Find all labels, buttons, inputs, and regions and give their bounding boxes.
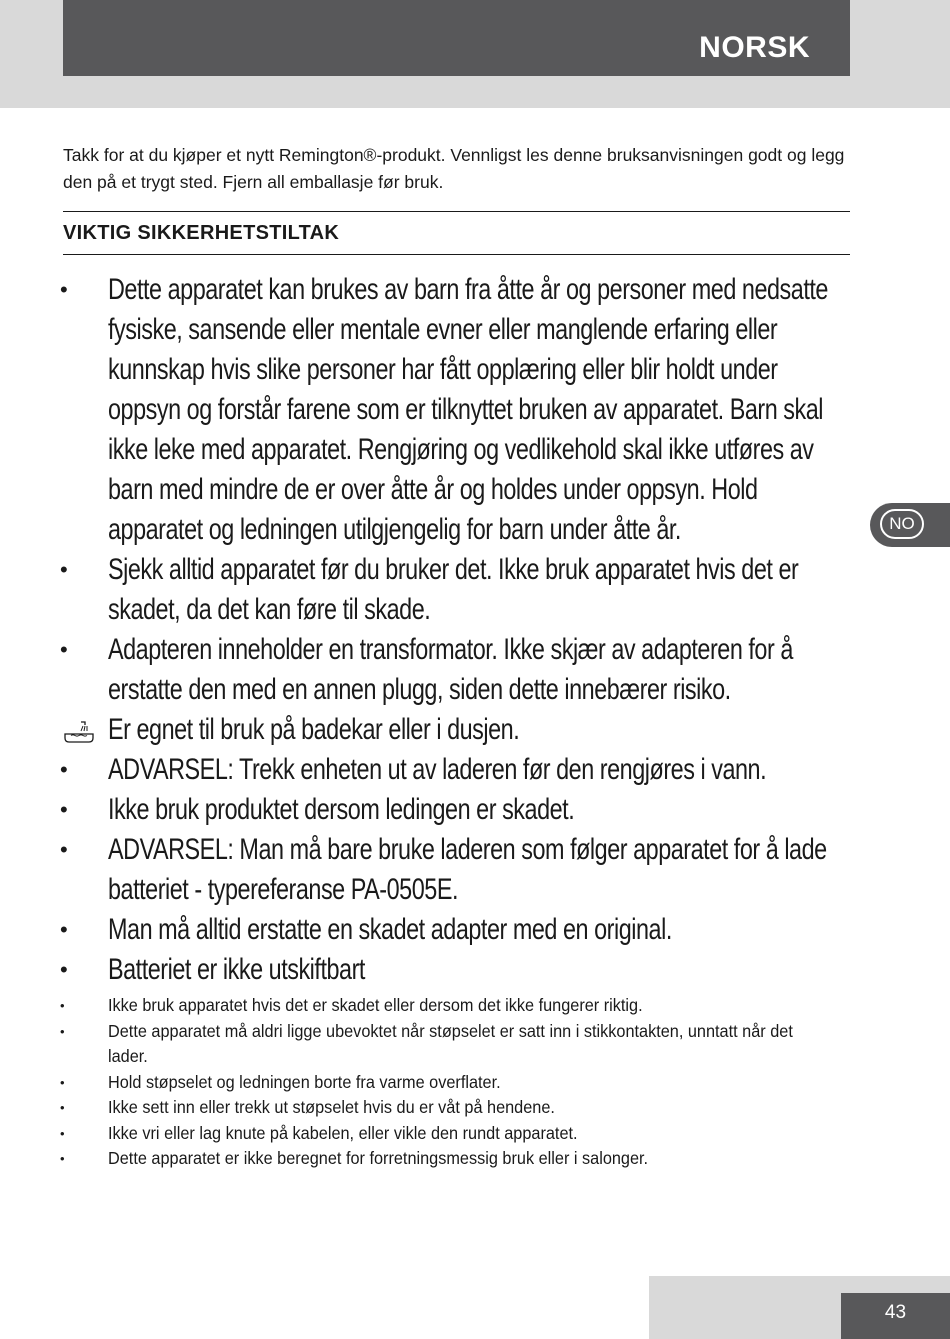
safety-list-large: [0, 270, 950, 990]
bullet: •: [60, 837, 68, 862]
list-item-text: Batteriet er ikke utskiftbart: [108, 953, 365, 986]
bullet: •: [60, 1151, 65, 1166]
list-item: [0, 993, 828, 1019]
bath-shower-icon: [63, 720, 95, 744]
list-item-text: Dette apparatet er ikke beregnet for forretningsmessig bruk eller i salonger.: [108, 1148, 649, 1168]
intro-paragraph: Takk for at du kjøper et nytt Remington®-produkt. Vennligst les denne bruksanvisningen godt og legg den på et trygt sted. Fjern all emballasje før bruk.: [63, 145, 845, 192]
list-item: [0, 270, 853, 550]
list-item: [0, 790, 853, 830]
bullet: •: [60, 1074, 65, 1090]
list-item-text: Man må alltid erstatte en skadet adapter med en original.: [108, 913, 672, 946]
bullet: •: [60, 637, 68, 662]
bullet: •: [60, 1125, 65, 1141]
bullet: •: [60, 917, 68, 942]
list-item: [0, 1070, 828, 1096]
list-item: [0, 830, 853, 910]
list-item-text: Ikke vri eller lag knute på kabelen, eller vikle den rundt apparatet.: [108, 1122, 578, 1143]
list-item-text: Sjekk alltid apparatet før du bruker det. Ikke bruk apparatet hvis det er skadet, da det kan føre til skade.: [108, 553, 799, 626]
list-item: [0, 1019, 828, 1070]
list-item-text: Adapteren inneholder en transformator. Ikke skjær av adapteren for å erstatte den med en annen plugg, siden dette innebærer risiko.: [108, 633, 793, 706]
list-item-text: Ikke sett inn eller trekk ut støpselet hvis du er våt på hendene.: [108, 1097, 555, 1117]
list-item: [0, 950, 853, 990]
list-item: [0, 550, 853, 630]
list-item-text: Dette apparatet må aldri ligge ubevoktet når støpselet er satt inn i stikkontakten, unntatt når det lader.: [108, 1020, 793, 1066]
list-item: [0, 1095, 828, 1121]
language-title: NORSK: [699, 31, 810, 64]
bullet: •: [60, 957, 68, 982]
list-item: [0, 910, 853, 950]
list-item-text: ADVARSEL: Trekk enheten ut av laderen før den rengjøres i vann.: [108, 753, 767, 786]
section-rule-bottom: [63, 254, 850, 255]
page-number: 43: [841, 1293, 950, 1339]
section-rule-top: [63, 211, 850, 212]
list-item-bath: [0, 710, 853, 750]
list-item: [0, 750, 853, 790]
language-code-badge: NO: [880, 509, 924, 539]
bullet: •: [60, 557, 68, 582]
list-item-text: Hold støpselet og ledningen borte fra varme overflater.: [108, 1071, 501, 1092]
list-item-text: Er egnet til bruk på badekar eller i dusjen.: [108, 713, 520, 746]
bullet: •: [60, 998, 65, 1013]
safety-list-small: [0, 993, 950, 1172]
bullet: •: [60, 1100, 65, 1115]
list-item-text: Ikke bruk produktet dersom ledingen er skadet.: [108, 793, 575, 826]
header-bar: [63, 0, 850, 76]
list-item-text: Dette apparatet kan brukes av barn fra åtte år og personer med nedsatte fysiske, sansende eller mentale evner eller manglende erfaring eller kunnskap hvis slike personer har fått opplæring eller blir holdt under oppsyn og forstår farene som er tilknyttet bruken av apparatet. Barn skal ikke leke med apparatet. Rengjøring og vedlikehold skal ikke utføres av barn med mindre de er over åtte år og holdes under oppsyn. Hold apparatet og ledningen utilgjengelig for barn under åtte år.: [108, 273, 828, 546]
bullet: •: [60, 277, 68, 302]
bullet: •: [60, 797, 68, 822]
list-item-text: Ikke bruk apparatet hvis det er skadet eller dersom det ikke fungerer riktig.: [108, 995, 643, 1015]
list-item: [0, 1121, 828, 1147]
section-heading: VIKTIG SIKKERHETSTILTAK: [63, 222, 340, 244]
bullet: •: [60, 757, 68, 782]
list-item-text: ADVARSEL: Man må bare bruke laderen som følger apparatet for å lade batteriet - typereferanse PA-0505E.: [108, 833, 827, 906]
bullet: •: [60, 1023, 65, 1039]
list-item: [0, 1146, 828, 1172]
list-item: [0, 630, 853, 710]
